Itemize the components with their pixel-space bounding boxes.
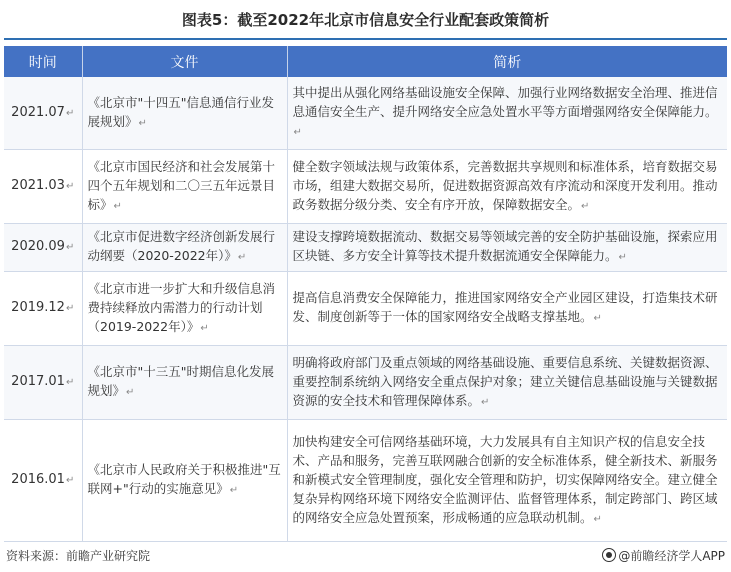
row-document: 《北京市人民政府关于积极推进"互联网+"行动的实施意见》↵ bbox=[82, 419, 287, 541]
row-document: 《北京市进一步扩大和升级信息消费持续释放内需潜力的行动计划（2019-2022年）》↵ bbox=[82, 271, 287, 345]
row-time: 2016.01↵ bbox=[4, 419, 82, 541]
row-document: 《北京市"十三五"时期信息化发展规划》↵ bbox=[82, 345, 287, 419]
title-divider bbox=[4, 38, 727, 40]
row-summary: 健全数字领域法规与政策体系，完善数据共享规则和标准体系，培育数据交易市场，组建大数据交易所，促进数据资源高效有序流动和深度开发利用。推动政务数据分级分类、安全有序开放，保障数据安全。↵ bbox=[287, 149, 727, 223]
row-time: 2019.12↵ bbox=[4, 271, 82, 345]
row-summary: 明确将政府部门及重点领域的网络基础设施、重要信息系统、关键数据资源、重要控制系统纳入网络安全重点保护对象；建立关键信息基础设施与关键数据资源的安全技术和管理保障体系。↵ bbox=[287, 345, 727, 419]
header-time: 时间 bbox=[4, 46, 82, 77]
header-summary: 简析 bbox=[287, 46, 727, 77]
row-document: 《北京市促进数字经济创新发展行动纲要（2020-2022年）》↵ bbox=[82, 223, 287, 271]
table-row bbox=[4, 223, 727, 271]
row-document: 《北京市国民经济和社会发展第十四个五年规划和二〇三五年远景目标》↵ bbox=[82, 149, 287, 223]
footer bbox=[4, 546, 727, 566]
row-time: 2021.03↵ bbox=[4, 149, 82, 223]
brand-credit bbox=[602, 546, 725, 566]
row-time: 2020.09↵ bbox=[4, 223, 82, 271]
chart-title: 图表5：截至2022年北京市信息安全行业配套政策简析 bbox=[181, 11, 550, 29]
brand-label: @前瞻经济学人APP bbox=[618, 549, 725, 563]
row-summary: 提高信息消费安全保障能力，推进国家网络安全产业园区建设，打造集技术研发、制度创新等于一体的国家网络安全战略支撑基地。↵ bbox=[287, 271, 727, 345]
table-row bbox=[4, 345, 727, 419]
table-header-row bbox=[4, 46, 727, 77]
row-summary: 加快构建安全可信网络基础环境，大力发展具有自主知识产权的信息安全技术、产品和服务，完善互联网融合创新的安全标准体系，健全新技术、新服务和新模式安全管理制度，强化安全管理和防护，切实保障网络安全。建立健全复杂异构网络环境下网络安全监测评估、监督管理体系，制定跨部门、跨区域的网络安全应急处置预案，形成畅通的应急联动机制。↵ bbox=[287, 419, 727, 541]
brand-logo-icon bbox=[602, 548, 616, 562]
policy-table bbox=[4, 46, 727, 542]
row-summary: 建设支撑跨境数据流动、数据交易等领域完善的安全防护基础设施，探索应用区块链、多方安全计算等技术提升数据流通安全保障能力。↵ bbox=[287, 223, 727, 271]
header-document: 文件 bbox=[82, 46, 287, 77]
row-time: 2017.01↵ bbox=[4, 345, 82, 419]
row-time: 2021.07↵ bbox=[4, 77, 82, 149]
source-note: 资料来源：前瞻产业研究院 bbox=[6, 549, 151, 563]
table-row bbox=[4, 77, 727, 149]
table-row bbox=[4, 149, 727, 223]
table-row bbox=[4, 271, 727, 345]
row-document: 《北京市"十四五"信息通信行业发展规划》↵ bbox=[82, 77, 287, 149]
row-summary: 其中提出从强化网络基础设施安全保障、加强行业网络数据安全治理、推进信息通信安全生产、提升网络安全应急处置水平等方面增强网络安全保障能力。↵ bbox=[287, 77, 727, 149]
table-row bbox=[4, 419, 727, 541]
